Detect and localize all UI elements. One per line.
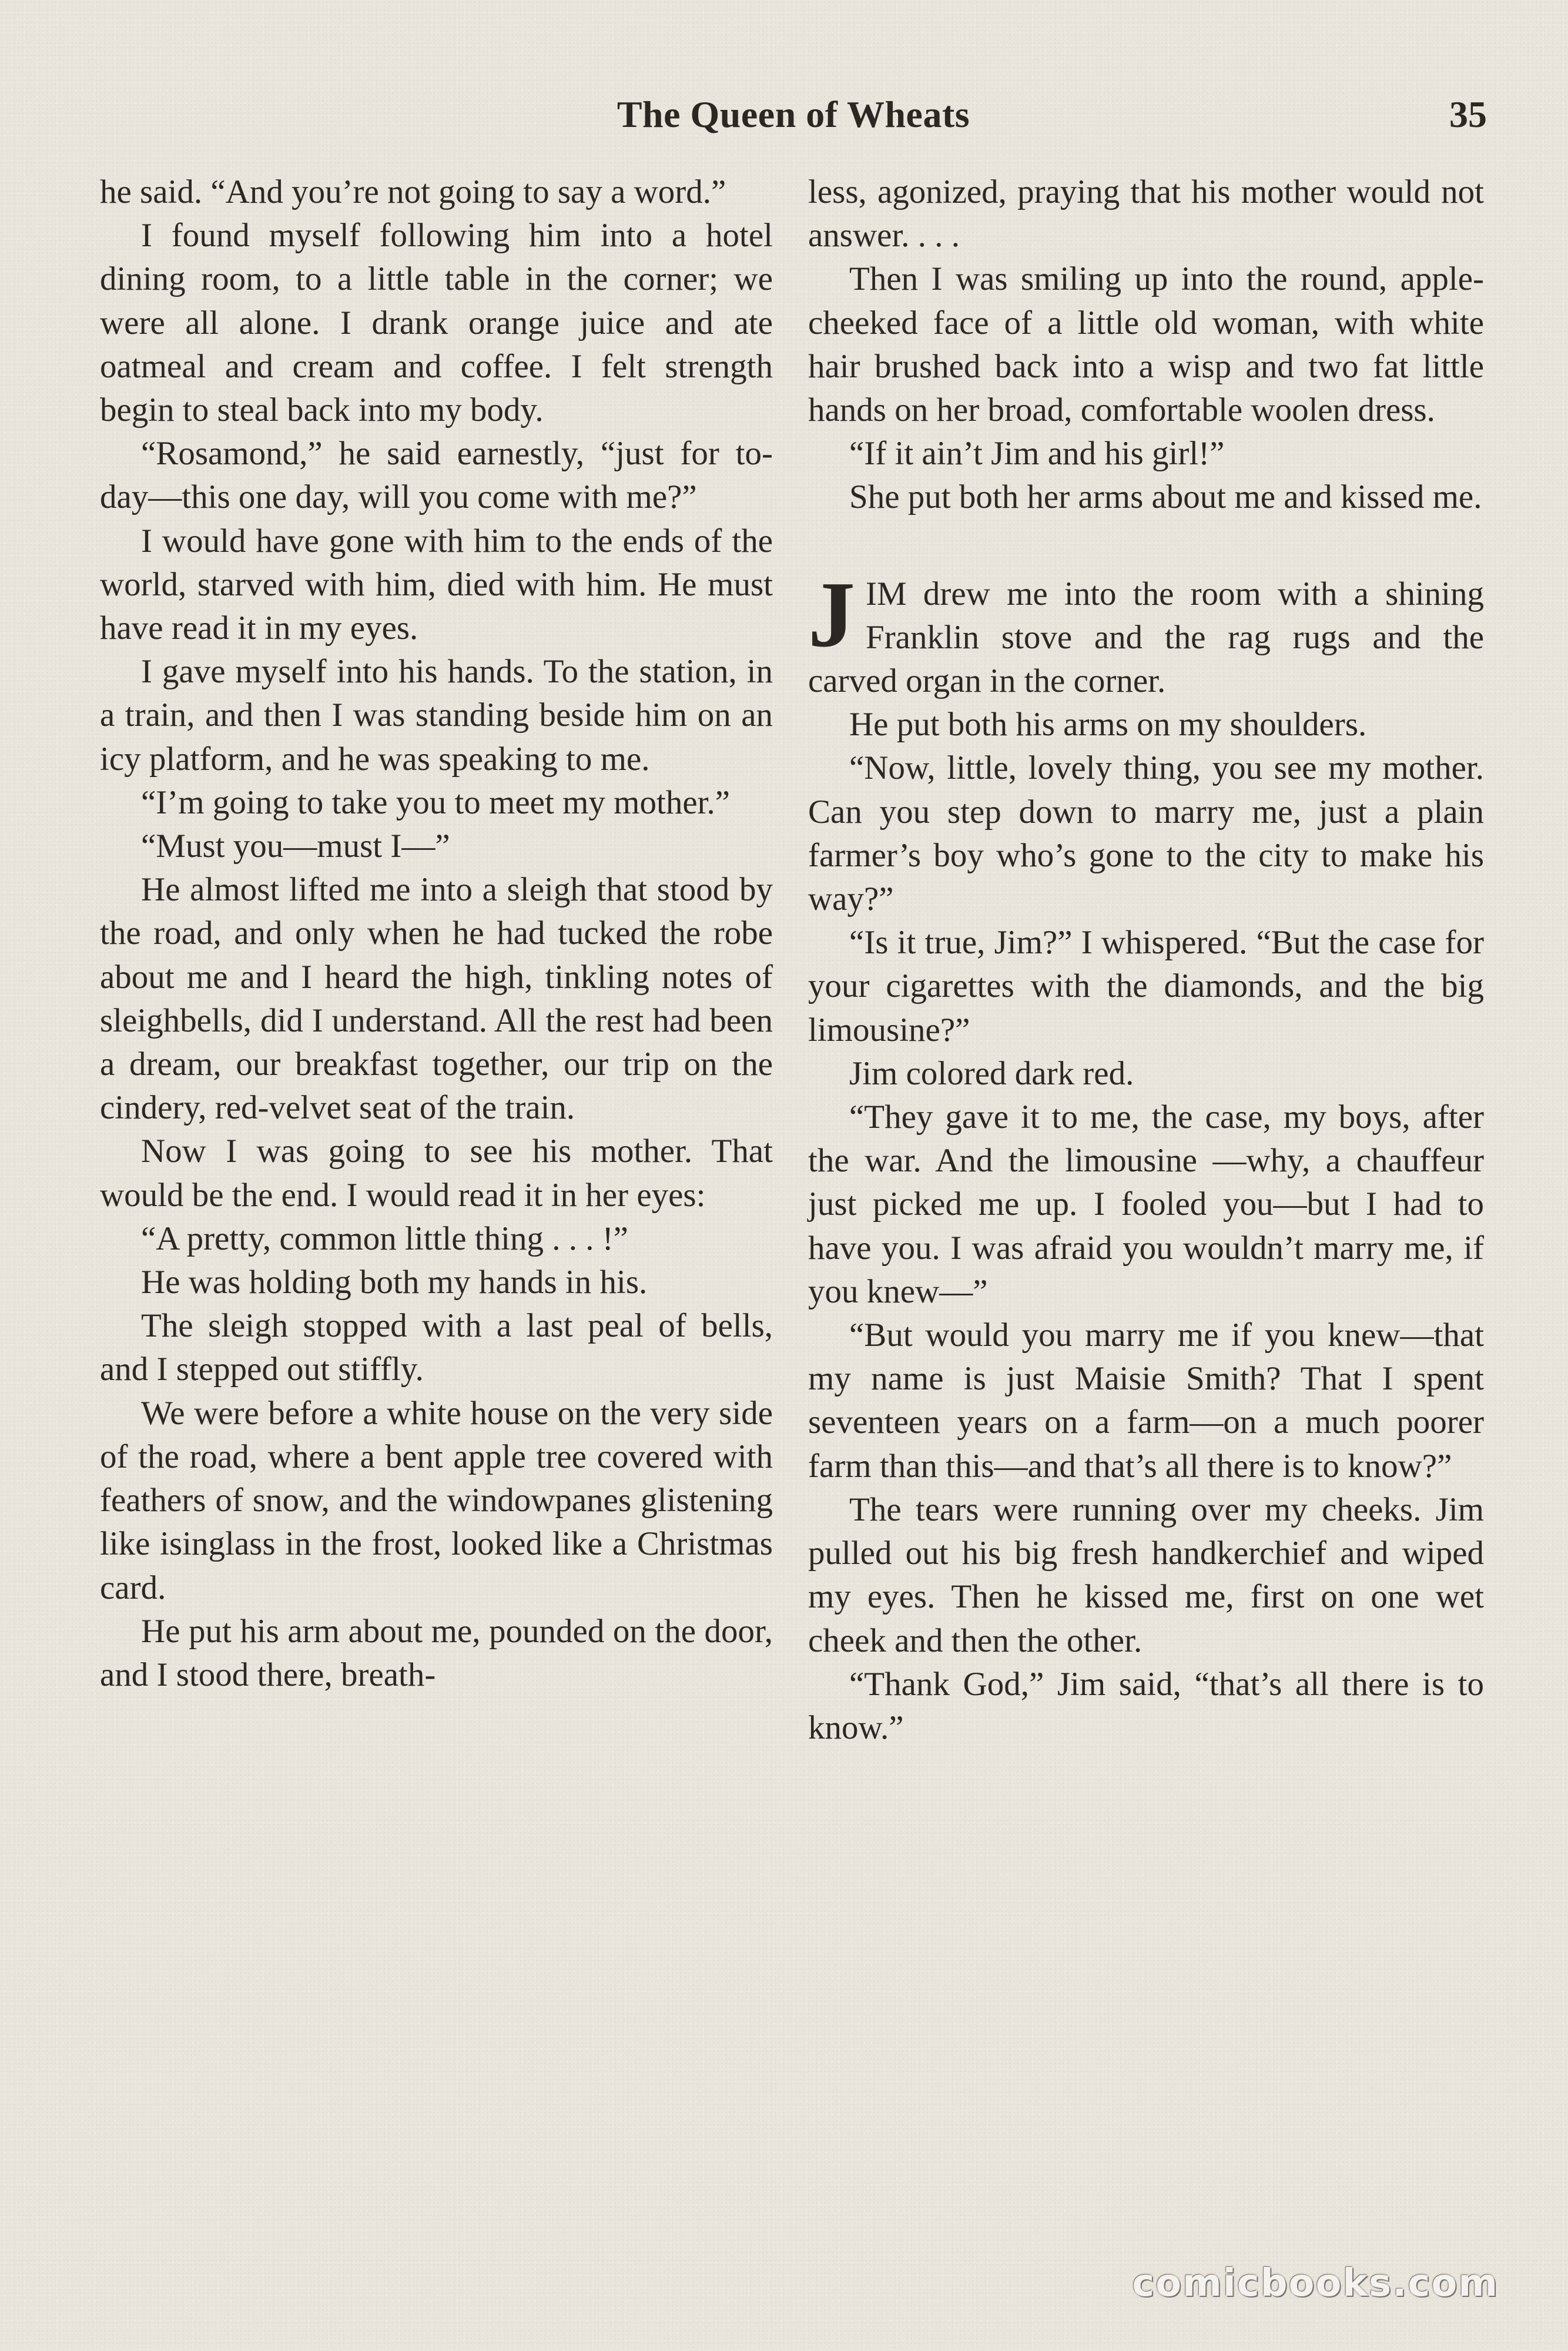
paragraph: “But would you marry me if you knew—that my name is just Maisie Smith? That I spent seventeen years on a farm—on a much poorer farm than this—and that’s all there is to know?” (808, 1317, 1484, 1485)
paragraph: “Is it true, Jim?” I whispered. “But the case for your cigarettes with the diamonds, and the big limousine?” (808, 924, 1484, 1049)
paragraph: I found myself following him into a hotel dining room, to a little table in the corner; we were all alone. I drank orange juice and ate oatmeal and cream and coffee. I felt strength begin to steal back into my body. (100, 217, 773, 429)
paragraph: “Thank God,” Jim said, “that’s all there is to know.” (808, 1665, 1484, 1746)
paragraph: He put his arm about me, pounded on the door, and I stood there, breath- (100, 1612, 773, 1693)
paragraph: The tears were running over my cheeks. Jim pulled out his big fresh handkerchief and wiped my eyes. Then he kissed me, first on one wet cheek and then the other. (808, 1491, 1484, 1659)
paragraph: Then I was smiling up into the round, apple-cheeked face of a little old woman, with white hair brushed back into a wisp and two fat little hands on her broad, comfortable woolen dress. (808, 260, 1484, 429)
paragraph: Now I was going to see his mother. That would be the end. I would read it in her eyes: (100, 1133, 773, 1214)
drop-cap: J (808, 561, 855, 667)
left-column (100, 170, 773, 1697)
paragraph: I gave myself into his hands. To the station, in a train, and then I was standing beside him on an icy platform, and he was speaking to me. (100, 653, 773, 778)
paragraph: he said. “And you’re not going to say a word.” (100, 173, 726, 210)
paragraph: “A pretty, common little thing . . . !” (141, 1220, 628, 1257)
running-title: The Queen of Wheats (617, 93, 970, 135)
paragraph: “Must you—must I—” (141, 828, 450, 865)
paragraph: He was holding both my hands in his. (141, 1264, 648, 1301)
paragraph: He put both his arms on my shoulders. (849, 706, 1367, 744)
right-column (808, 170, 1484, 1750)
page-header (100, 82, 1487, 147)
dropcap-paragraph-text: drew me into the room with a shining Franklin stove and the rag rugs and the carved organ in the corner. (808, 575, 1484, 700)
paragraph: We were before a white house on the very side of the road, where a bent apple tree covered with feathers of snow, and the windowpanes glistening like isinglass in the frost, looked like a Christmas card. (100, 1394, 773, 1606)
paragraph: The sleigh stopped with a last peal of bells, and I stepped out stiffly. (100, 1307, 773, 1388)
drop-cap-continuation: IM (866, 575, 907, 612)
paragraph: “If it ain’t Jim and his girl!” (849, 435, 1225, 473)
paragraph: “I’m going to take you to meet my mother.” (141, 783, 731, 821)
page-number: 35 (1449, 93, 1487, 135)
paragraph: less, agonized, praying that his mother would not answer. . . . (808, 173, 1484, 254)
paragraph: “They gave it to me, the case, my boys, after the war. And the limousine —why, a chauffeur just picked me up. I fooled you—but I had to have you. I was afraid you wouldn’t marry me, if you knew—” (808, 1099, 1484, 1310)
paragraph: He almost lifted me into a sleigh that stood by the road, and only when he had tucked the robe about me and I heard the high, tinkling notes of sleighbells, did I understand. All the rest had been a dream, our breakfast together, our trip on the cindery, red-velvet seat of the train. (100, 871, 773, 1127)
paragraph: She put both her arms about me and kissed me. (849, 478, 1482, 516)
paragraph: Jim colored dark red. (849, 1054, 1134, 1092)
paragraph: I would have gone with him to the ends of the world, starved with him, died with him. He must have read it in my eyes. (100, 522, 773, 647)
section-break (808, 520, 1484, 572)
paragraph: “Rosamond,” he said earnestly, “just for to-day—this one day, will you come with me?” (100, 435, 773, 516)
dropcap-paragraph (808, 561, 1484, 704)
paragraph: “Now, little, lovely thing, you see my mother. Can you step down to marry me, just a plain farmer’s boy who’s gone to the city to make his way?” (808, 749, 1484, 918)
watermark-logo: comicbooks.com (1132, 2262, 1499, 2305)
